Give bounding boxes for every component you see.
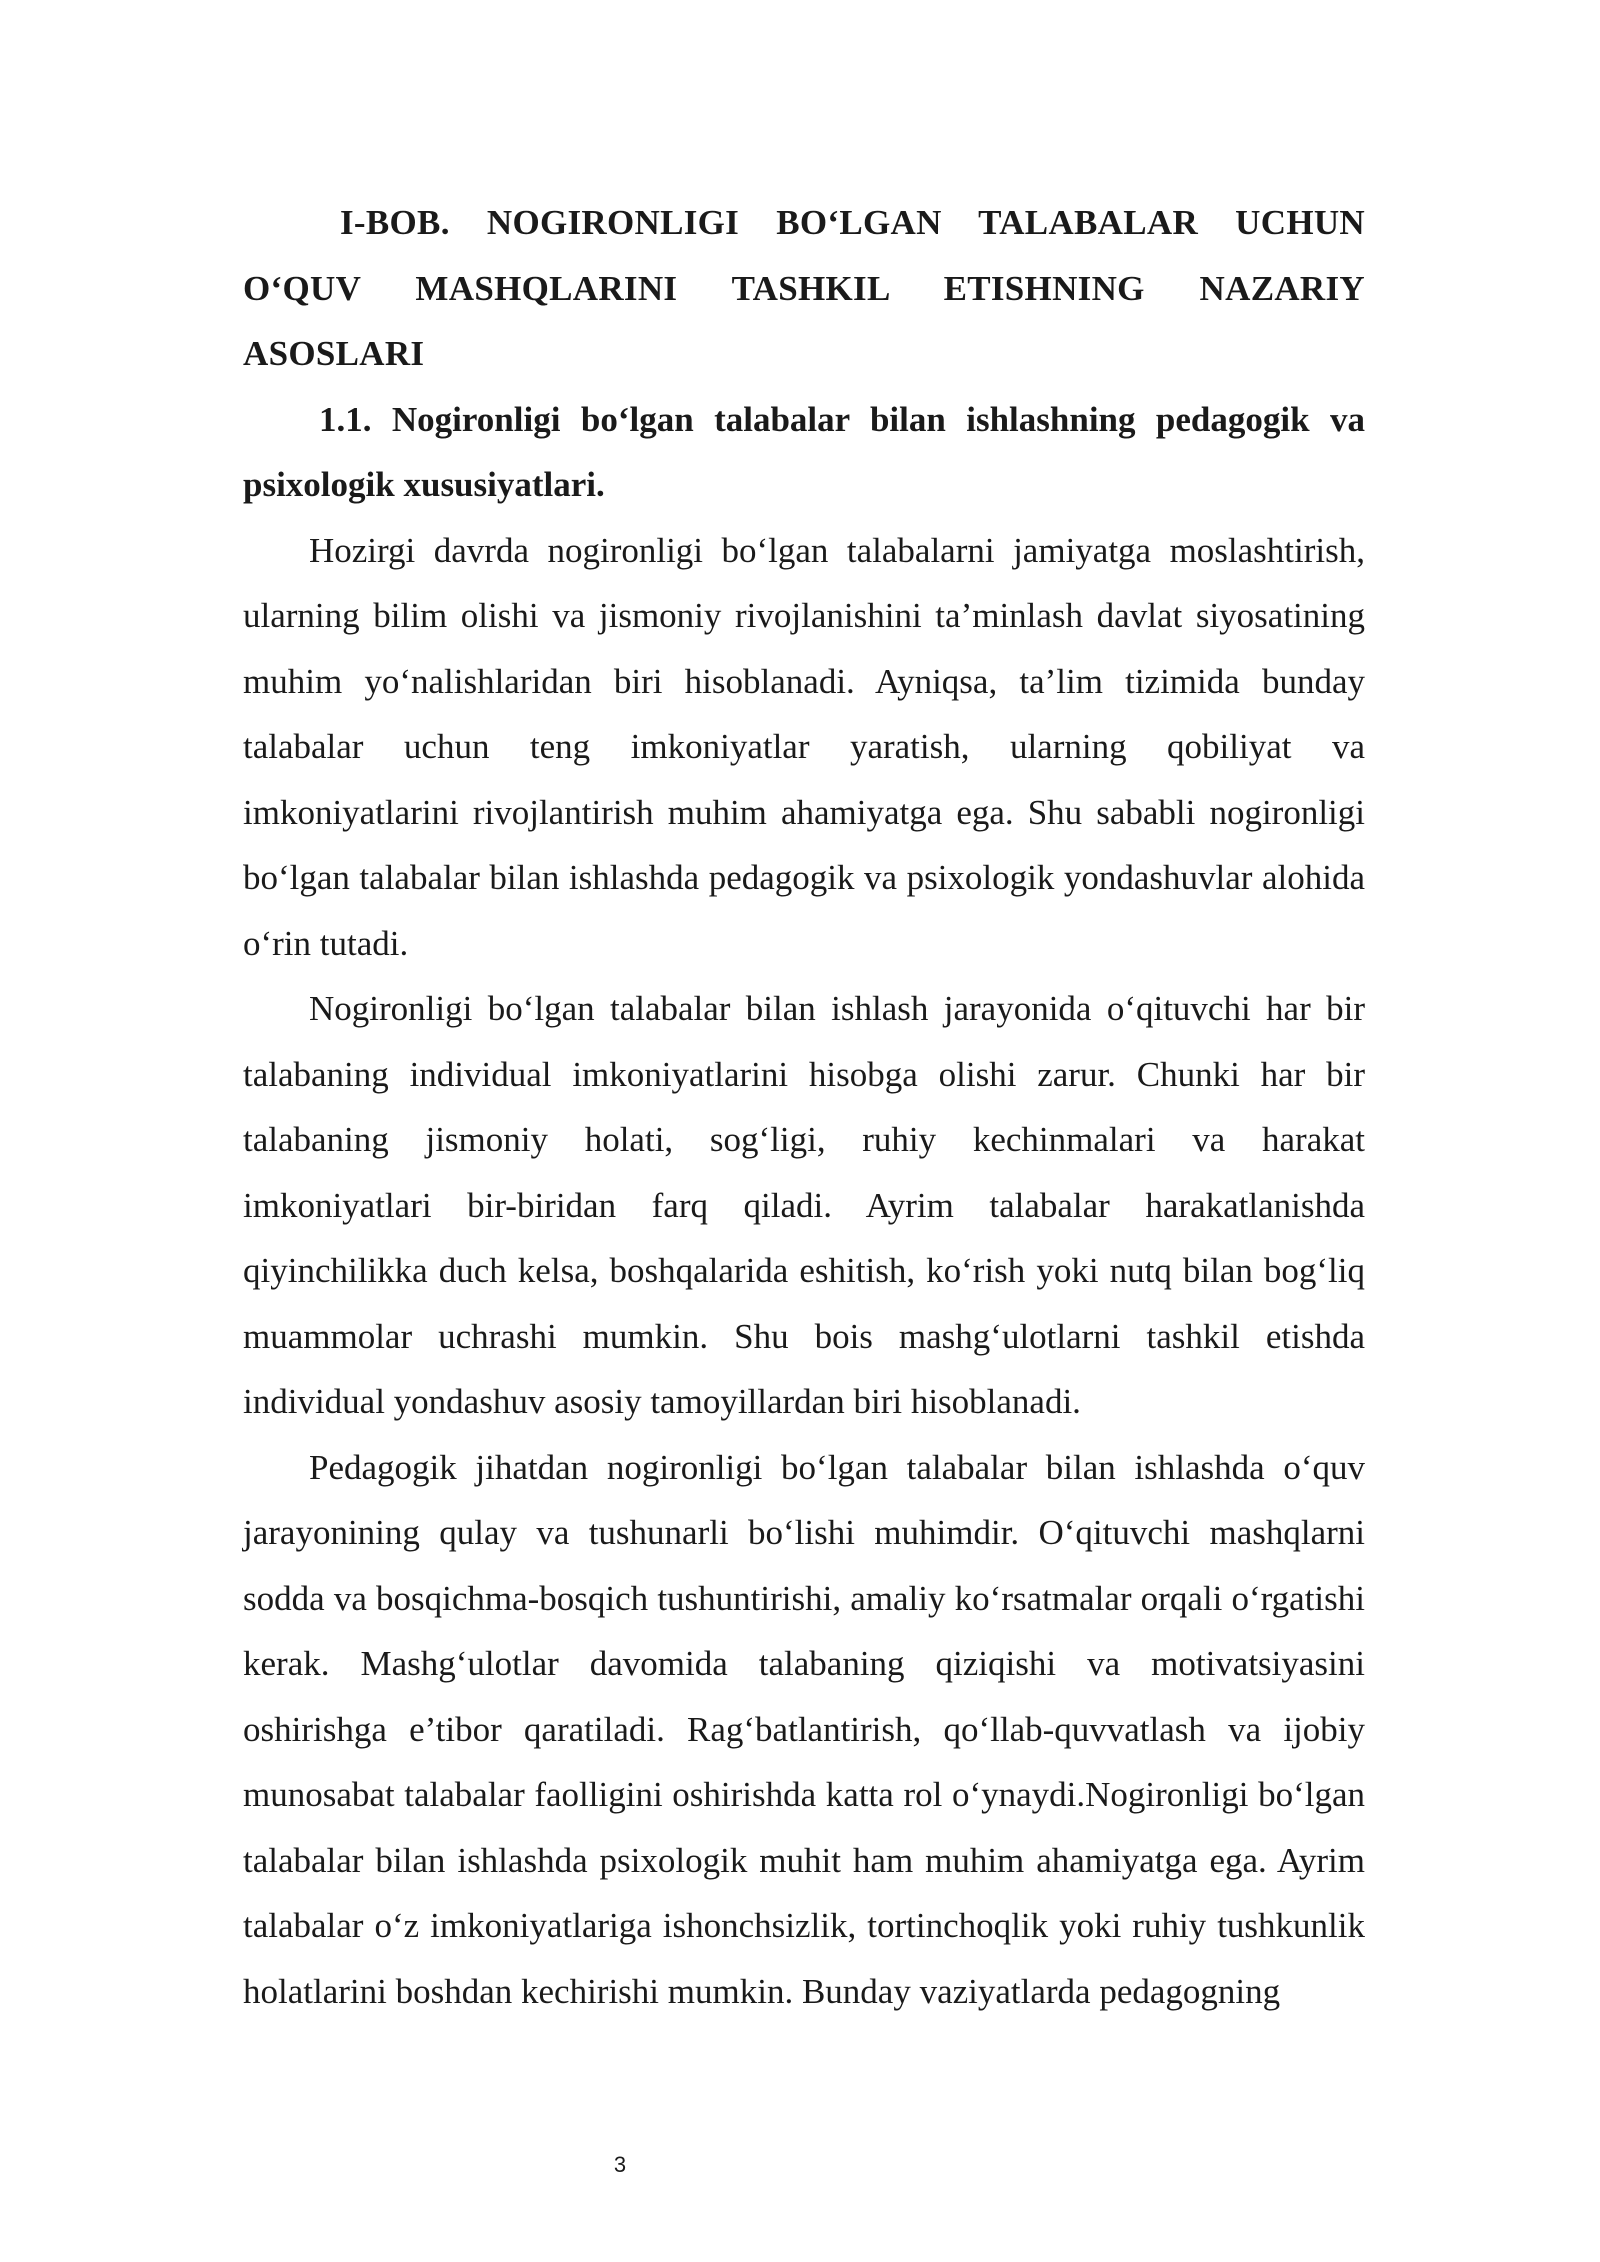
chapter-title: I-BOB. NOGIRONLIGI BO‘LGAN TALABALAR UCHUN O‘QUV MASHQLARINI TASHKIL ETISHNING NAZARIY ASOSLARI [243, 203, 1365, 373]
section-title: 1.1. Nogironligi bo‘lgan talabalar bilan ishlashning pedagogik va psixologik xususiyatlari. [243, 399, 1365, 504]
paragraph: Nogironligi bo‘lgan talabalar bilan ishlash jarayonida o‘qituvchi har bir talabaning individual imkoniyatlarini hisobga olishi zarur. Chunki har bir talabaning jismoniy holati, sog‘ligi, ruhiy kechinmalari va harakat imkoniyatlari bir-biridan farq qiladi. Ayrim talabalar harakatlanishda qiyinchilikka duch kelsa, boshqalarida eshitish, ko‘rish yoki nutq bilan bog‘liq muammolar uchrashi mumkin. Shu bois mashg‘ulotlarni tashkil etishda individual yondashuv asosiy tamoyillardan biri hisoblanadi. [243, 989, 1365, 1421]
paragraph: Hozirgi davrda nogironligi bo‘lgan talabalarni jamiyatga moslashtirish, ularning bilim olishi va jismoniy rivojlanishini ta’minlash davlat siyosatining muhim yo‘nalishlaridan biri hisoblanadi. Ayniqsa, ta’lim tizimida bunday talabalar uchun teng imkoniyatlar yaratish, ularning qobiliyat va imkoniyatlarini rivojlantirish muhim ahamiyatga ega. Shu sababli nogironligi bo‘lgan talabalar bilan ishlashda pedagogik va psixologik yondashuvlar alohida o‘rin tutadi. [243, 530, 1365, 963]
paragraph: Pedagogik jihatdan nogironligi bo‘lgan talabalar bilan ishlashda o‘quv jarayonining qulay va tushunarli bo‘lishi muhimdir. O‘qituvchi mashqlarni sodda va bosqichma-bosqich tushuntirishi, amaliy ko‘rsatmalar orqali o‘rgatishi kerak. Mashg‘ulotlar davomida talabaning qiziqishi va motivatsiyasini oshirishga e’tibor qaratiladi. Rag‘batlantirish, qo‘llab-quvvatlash va ijobiy munosabat talabalar faolligini oshirishda katta rol o‘ynaydi.Nogironligi bo‘lgan talabalar bilan ishlashda psixologik muhit ham muhim ahamiyatga ega. Ayrim talabalar o‘z imkoniyatlariga ishonchsizlik, tortinchoqlik yoki ruhiy tushkunlik holatlarini boshdan kechirishi mumkin. Bunday vaziyatlarda pedagogning [243, 1447, 1365, 2011]
page-content [243, 190, 1365, 2024]
page-number: 3 [613, 2152, 627, 2177]
